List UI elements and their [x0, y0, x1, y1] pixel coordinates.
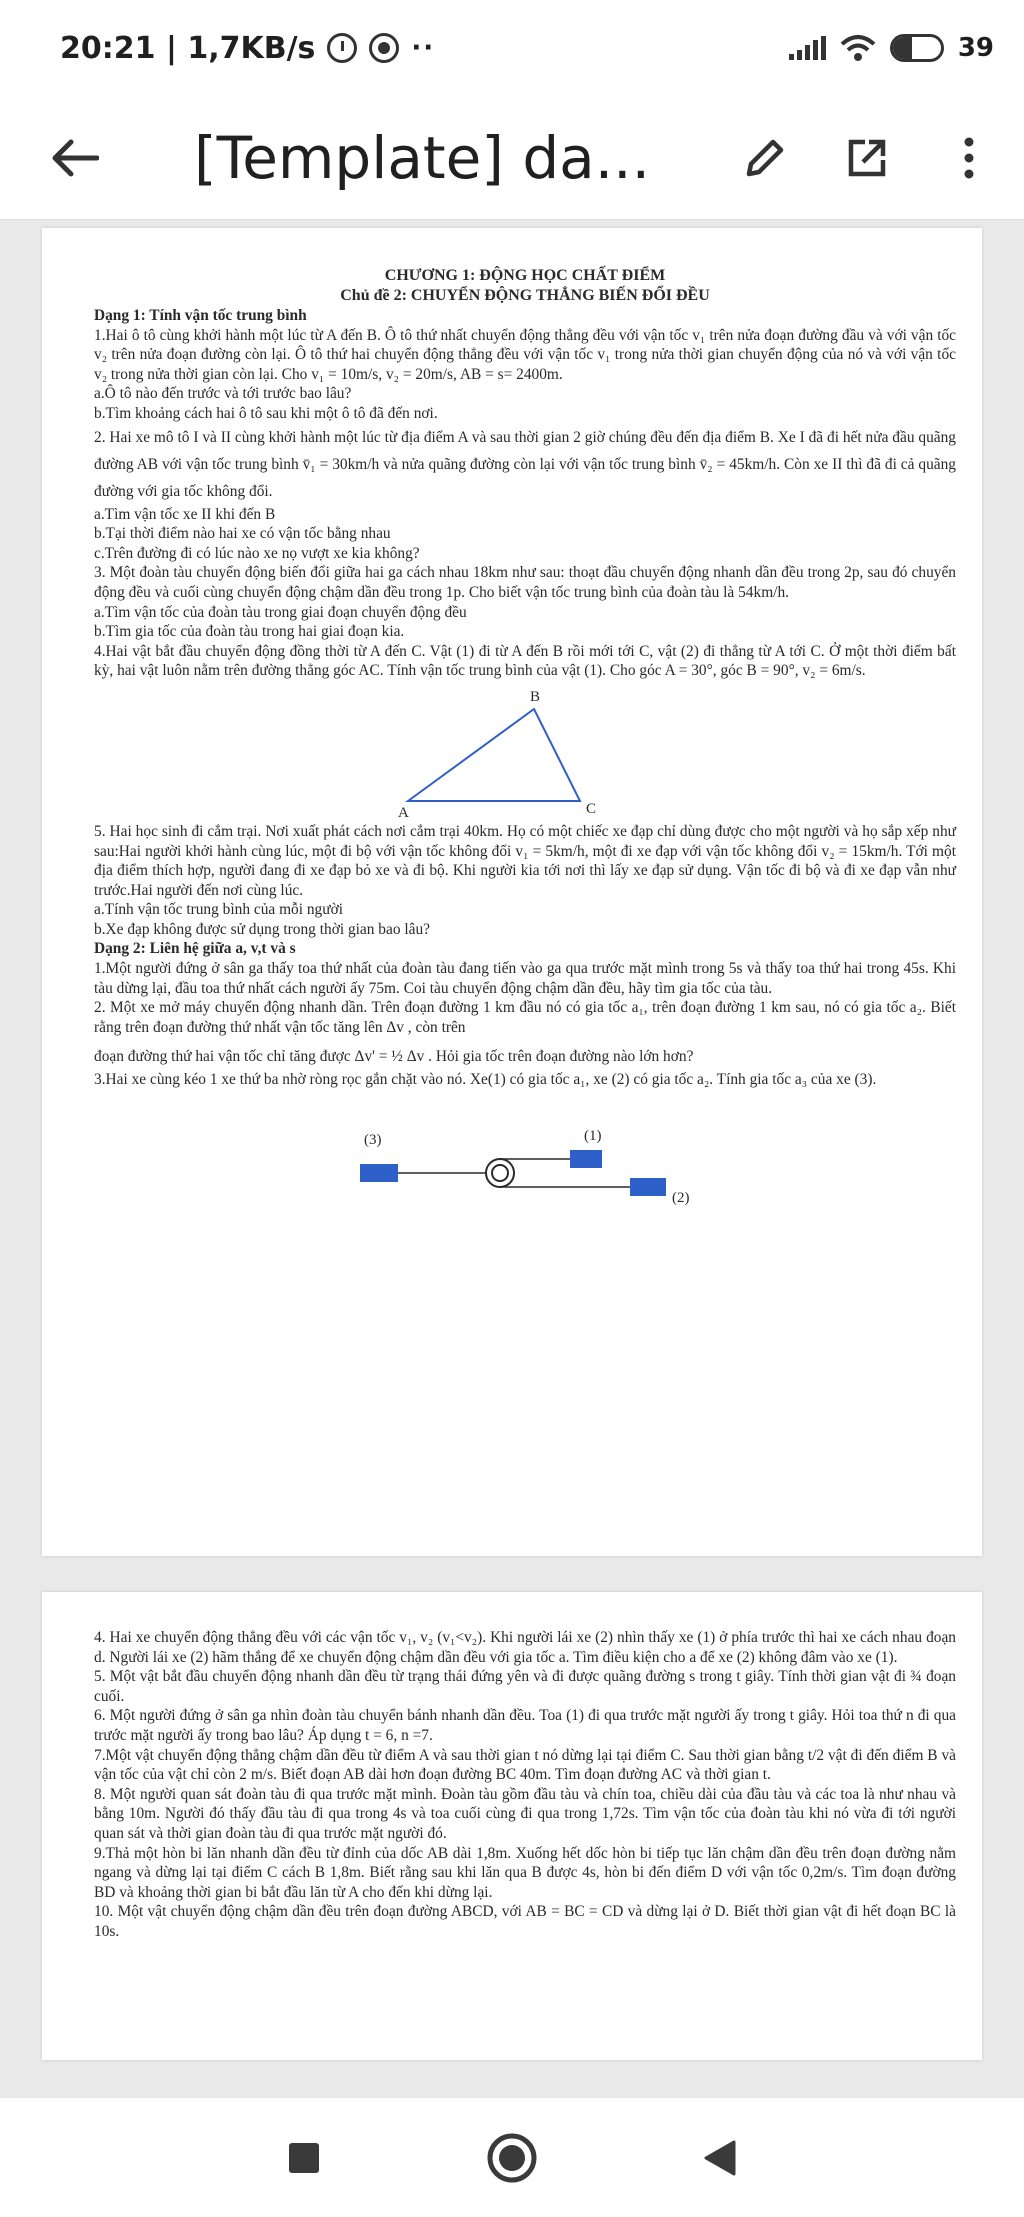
app-bar [0, 96, 1024, 220]
wifi-icon [840, 34, 876, 62]
problem-2b: b.Tại thời điểm nào hai xe có vận tốc bằng nhau [94, 525, 391, 543]
document-page-1[interactable] [42, 228, 982, 1556]
section-heading-2: Dạng 2: Liên hệ giữa a, v,t và s [94, 940, 296, 958]
status-left [60, 31, 435, 66]
document-title: [Template] da... [194, 123, 651, 192]
status-time-speed: 20:21 | 1,7KB/s [60, 30, 316, 66]
triangle-figure [394, 687, 654, 822]
question-10: 10. Một vật chuyển động chậm dần đều trên đoạn đường ABCD, với AB = BC = CD và dừng lại ở D. Biết thời gian vật đi hết đoạn BC là 10s. [94, 1903, 956, 1940]
cart-2 [630, 1178, 666, 1196]
problem-3: 3. Một đoàn tàu chuyển động biến đổi giữa hai ga cách nhau 18km như sau: thoạt đầu chuyển động nhanh dần đều trong 2p, sau đó chuyển động đều và cuối cùng chuyển động chậm dần đều trong 1p. Cho biết vận tốc trung bình của đoàn tàu là 54km/h. [94, 564, 956, 601]
cart-1 [570, 1150, 602, 1168]
cart-2-label: (2) [672, 1190, 690, 1207]
problem-1b: b.Tìm khoảng cách hai ô tô sau khi một ô tô đã đến nơi. [94, 404, 438, 422]
problem-2c: c.Trên đường đi có lúc nào xe nọ vượt xe kia không? [94, 544, 420, 562]
open-external-icon [845, 136, 889, 180]
question-3: 3.Hai xe cùng kéo 1 xe thứ ba nhờ ròng rọc gắn chặt vào nó. Xe(1) có gia tốc a₁, xe (2) có gia tốc a₂. Tính gia tốc a₃ của xe (3). [94, 1071, 877, 1089]
more-vert-icon [962, 136, 976, 180]
edit-button[interactable] [740, 133, 790, 183]
cart-1-label: (1) [584, 1130, 602, 1145]
question-4: 4. Hai xe chuyển động thẳng đều với các vận tốc v₁, v₂ (v₁<v₂). Khi người lái xe (2) nhìn thấy xe (1) ở phía trước thì hai xe cách nhau đoạn d. Người lái xe (2) hãm thắng để xe chuyển động chậm dần đều với gia tốc a. Tìm điều kiện cho a để xe (2) không đâm vào xe (1). [94, 1629, 956, 1666]
chapter-heading: CHƯƠNG 1: ĐỘNG HỌC CHẤT ĐIỂM [384, 267, 666, 284]
status-right [789, 33, 994, 63]
pulley-inner [492, 1165, 508, 1181]
vertex-c-label: C [586, 800, 597, 817]
battery-percent: 39 [957, 33, 994, 63]
document-page-2[interactable] [42, 1592, 982, 2060]
question-2b: đoạn đường thứ hai vận tốc chỉ tăng được Δv' = ½ Δv . Hỏi gia tốc trên đoạn đường nào lớn hơn? [94, 1048, 694, 1066]
pulley-outer [486, 1159, 514, 1187]
vertex-a-label: A [398, 804, 409, 821]
status-bar [0, 0, 1024, 96]
edit-pencil-icon [743, 136, 787, 180]
question-8: 8. Một người quan sát đoàn tàu đi qua trước mặt mình. Đoàn tàu gồm đầu tàu và chín toa, chiều dài của đầu tàu và các toa là như nhau và bằng 10m. Người đó thấy đầu tàu đi qua trong 4s và toa cuối cùng đi qua trong 1,72s. Tìm vận tốc của đoàn tàu khi nó vừa đi tới người quan sát và thời gian đoàn tàu đi qua trước mặt người đó. [94, 1785, 956, 1842]
recents-square-icon [286, 2140, 322, 2176]
sync-icon [369, 33, 399, 63]
section-heading-1: Dạng 1: Tính vận tốc trung bình [94, 307, 307, 324]
back-triangle-icon [702, 2138, 738, 2178]
problem-5a: a.Tính vận tốc trung bình của mỗi người [94, 901, 344, 919]
problem-1a: a.Ô tô nào đến trước và tới trước bao lâu? [94, 385, 352, 403]
more-notifications-dots: ·· [411, 33, 436, 63]
question-6: 6. Một người đứng ở sân ga nhìn đoàn tàu chuyển bánh nhanh dần đều. Toa (1) đi qua trước mặt người ấy trong t giây. Hỏi toa thứ n đi qua trước mặt người ấy trong bao lâu? Áp dụng t = 6, n =7. [94, 1707, 956, 1744]
problem-1: 1.Hai ô tô cùng khởi hành một lúc từ A đến B. Ô tô thứ nhất chuyển động thẳng đều với vận tốc v₁ trên nửa đoạn đường đầu và với vận tốc v₂ trên nửa đoạn đường còn lại. Ô tô thứ hai chuyển động thẳng đều với vận tốc v₁ trong nửa thời gian chuyển động của nó và với vận tốc v₂ trong nửa thời gian còn lại. Cho v₁ = 10m/s, v₂ = 20m/s, AB = s= 2400m. [94, 326, 956, 383]
back-arrow-icon [49, 138, 99, 178]
pulley-figure [360, 1130, 760, 1240]
problem-5: 5. Hai học sinh đi cắm trại. Nơi xuất phát cách nơi cắm trại 40km. Họ có một chiếc xe đạp chỉ dùng được cho một người và họ sắp xếp như sau:Hai người khởi hành cùng lúc, một đi bộ với vận tốc không đổi v₁ = 5km/h, một đi xe đạp với vận tốc không đổi v₂ = 15km/h. Tới một địa điểm thích hợp, người đang đi xe đạp bỏ xe và đi bộ. Khi người kia tới nơi thì lấy xe đạp sử dụng. Vận tốc đi bộ và đi xe đạp vẫn như trước.Hai người đến nơi cùng lúc. [94, 822, 956, 899]
navigation-bar [0, 2098, 1024, 2217]
problem-3a: a.Tìm vận tốc của đoàn tàu trong giai đoạn chuyển động đều [94, 603, 467, 621]
more-options-button[interactable] [944, 133, 994, 183]
back-button[interactable] [44, 128, 104, 188]
system-back-button[interactable] [690, 2128, 750, 2188]
recents-button[interactable] [274, 2128, 334, 2188]
question-2a: 2. Một xe mở máy chuyển động nhanh dần. Trên đoạn đường 1 km đầu nó có gia tốc a₁, trên đoạn đường 1 km sau, nó có gia tốc a₂. Biết rằng trên đoạn đường thứ nhất vận tốc tăng lên Δv , còn trên [94, 999, 956, 1036]
battery-icon [890, 34, 944, 62]
question-1: 1.Một người đứng ở sân ga thấy toa thứ nhất của đoàn tàu đang tiến vào ga qua trước mặt mình trong 5s và thấy toa thứ hai trong 45s. Khi tàu dừng lại, đầu toa thứ nhất cách người ấy 75m. Coi tàu chuyển động chậm dần đều, hãy tìm gia tốc của tàu. [94, 960, 956, 997]
home-button[interactable] [482, 2128, 542, 2188]
triangle-shape [408, 709, 580, 801]
alarm-icon [327, 33, 357, 63]
problem-2a: a.Tìm vận tốc xe II khi đến B [94, 505, 276, 523]
home-circle-icon [486, 2132, 538, 2184]
app-bar-actions [740, 133, 994, 183]
problem-5b: b.Xe đạp không được sử dụng trong thời gian bao lâu? [94, 920, 431, 938]
open-with-button[interactable] [842, 133, 892, 183]
question-5: 5. Một vật bắt đầu chuyển động nhanh dần đều từ trạng thái đứng yên và đi được quãng đường s trong t giây. Tính thời gian vật đi ¾ đoạn cuối. [94, 1668, 956, 1705]
vertex-b-label: B [530, 688, 541, 705]
problem-2: 2. Hai xe mô tô I và II cùng khởi hành một lúc từ địa điểm A và sau thời gian 2 giờ chúng đều đến địa điểm B. Xe I đã đi hết nửa đầu quãng đường AB với vận tốc trung bình v̄₁ = 30km/h và nửa quãng đường còn lại với vận tốc trung bình v̄₂ = 45km/h. Còn xe II thì đã đi cả quãng đường với gia tốc không đổi. [94, 428, 956, 500]
signal-icon [789, 36, 826, 60]
topic-heading: Chủ đề 2: CHUYỂN ĐỘNG THẲNG BIẾN ĐỔI ĐỀU [340, 287, 710, 304]
problem-4: 4.Hai vật bắt đầu chuyển động đồng thời từ A đến C. Vật (1) đi từ A đến B rồi mới tới C, vật (2) đi thẳng từ A tới C. Ở một thời điểm bất kỳ, hai vật luôn nằm trên đường thẳng góc AC. Tính vận tốc trung bình của vật (1). Cho góc A = 30°, góc B = 90°, v₂ = 6m/s. [94, 642, 956, 680]
question-9: 9.Thả một hòn bi lăn nhanh dần đều từ đỉnh của dốc AB dài 1,8m. Xuống hết dốc hòn bi tiếp tục lăn chậm dần đều trên đoạn đường nằm ngang và dừng lại tại điểm C cách B 1,8m. Biết rằng sau khi lăn qua B được 4s, hòn bi đến điểm D với vận tốc 0,2m/s. Tìm đoạn đường BD và khoảng thời gian bi bắt đầu lăn từ A cho đến khi dừng lại. [94, 1844, 956, 1901]
cart-3 [360, 1164, 398, 1182]
question-7: 7.Một vật chuyển động thẳng chậm dần đều từ điểm A và sau thời gian t nó dừng lại tại điểm C. Sau thời gian bằng t/2 vật đi đến điểm B và vận tốc của vật chỉ còn 2 m/s. Biết đoạn AB dài hơn đoạn đường BC 40m. Tìm đoạn đường AC và thời gian t. [94, 1746, 956, 1784]
cart-3-label: (3) [364, 1132, 382, 1149]
problem-3b: b.Tìm gia tốc của đoàn tàu trong hai giai đoạn kia. [94, 623, 405, 641]
